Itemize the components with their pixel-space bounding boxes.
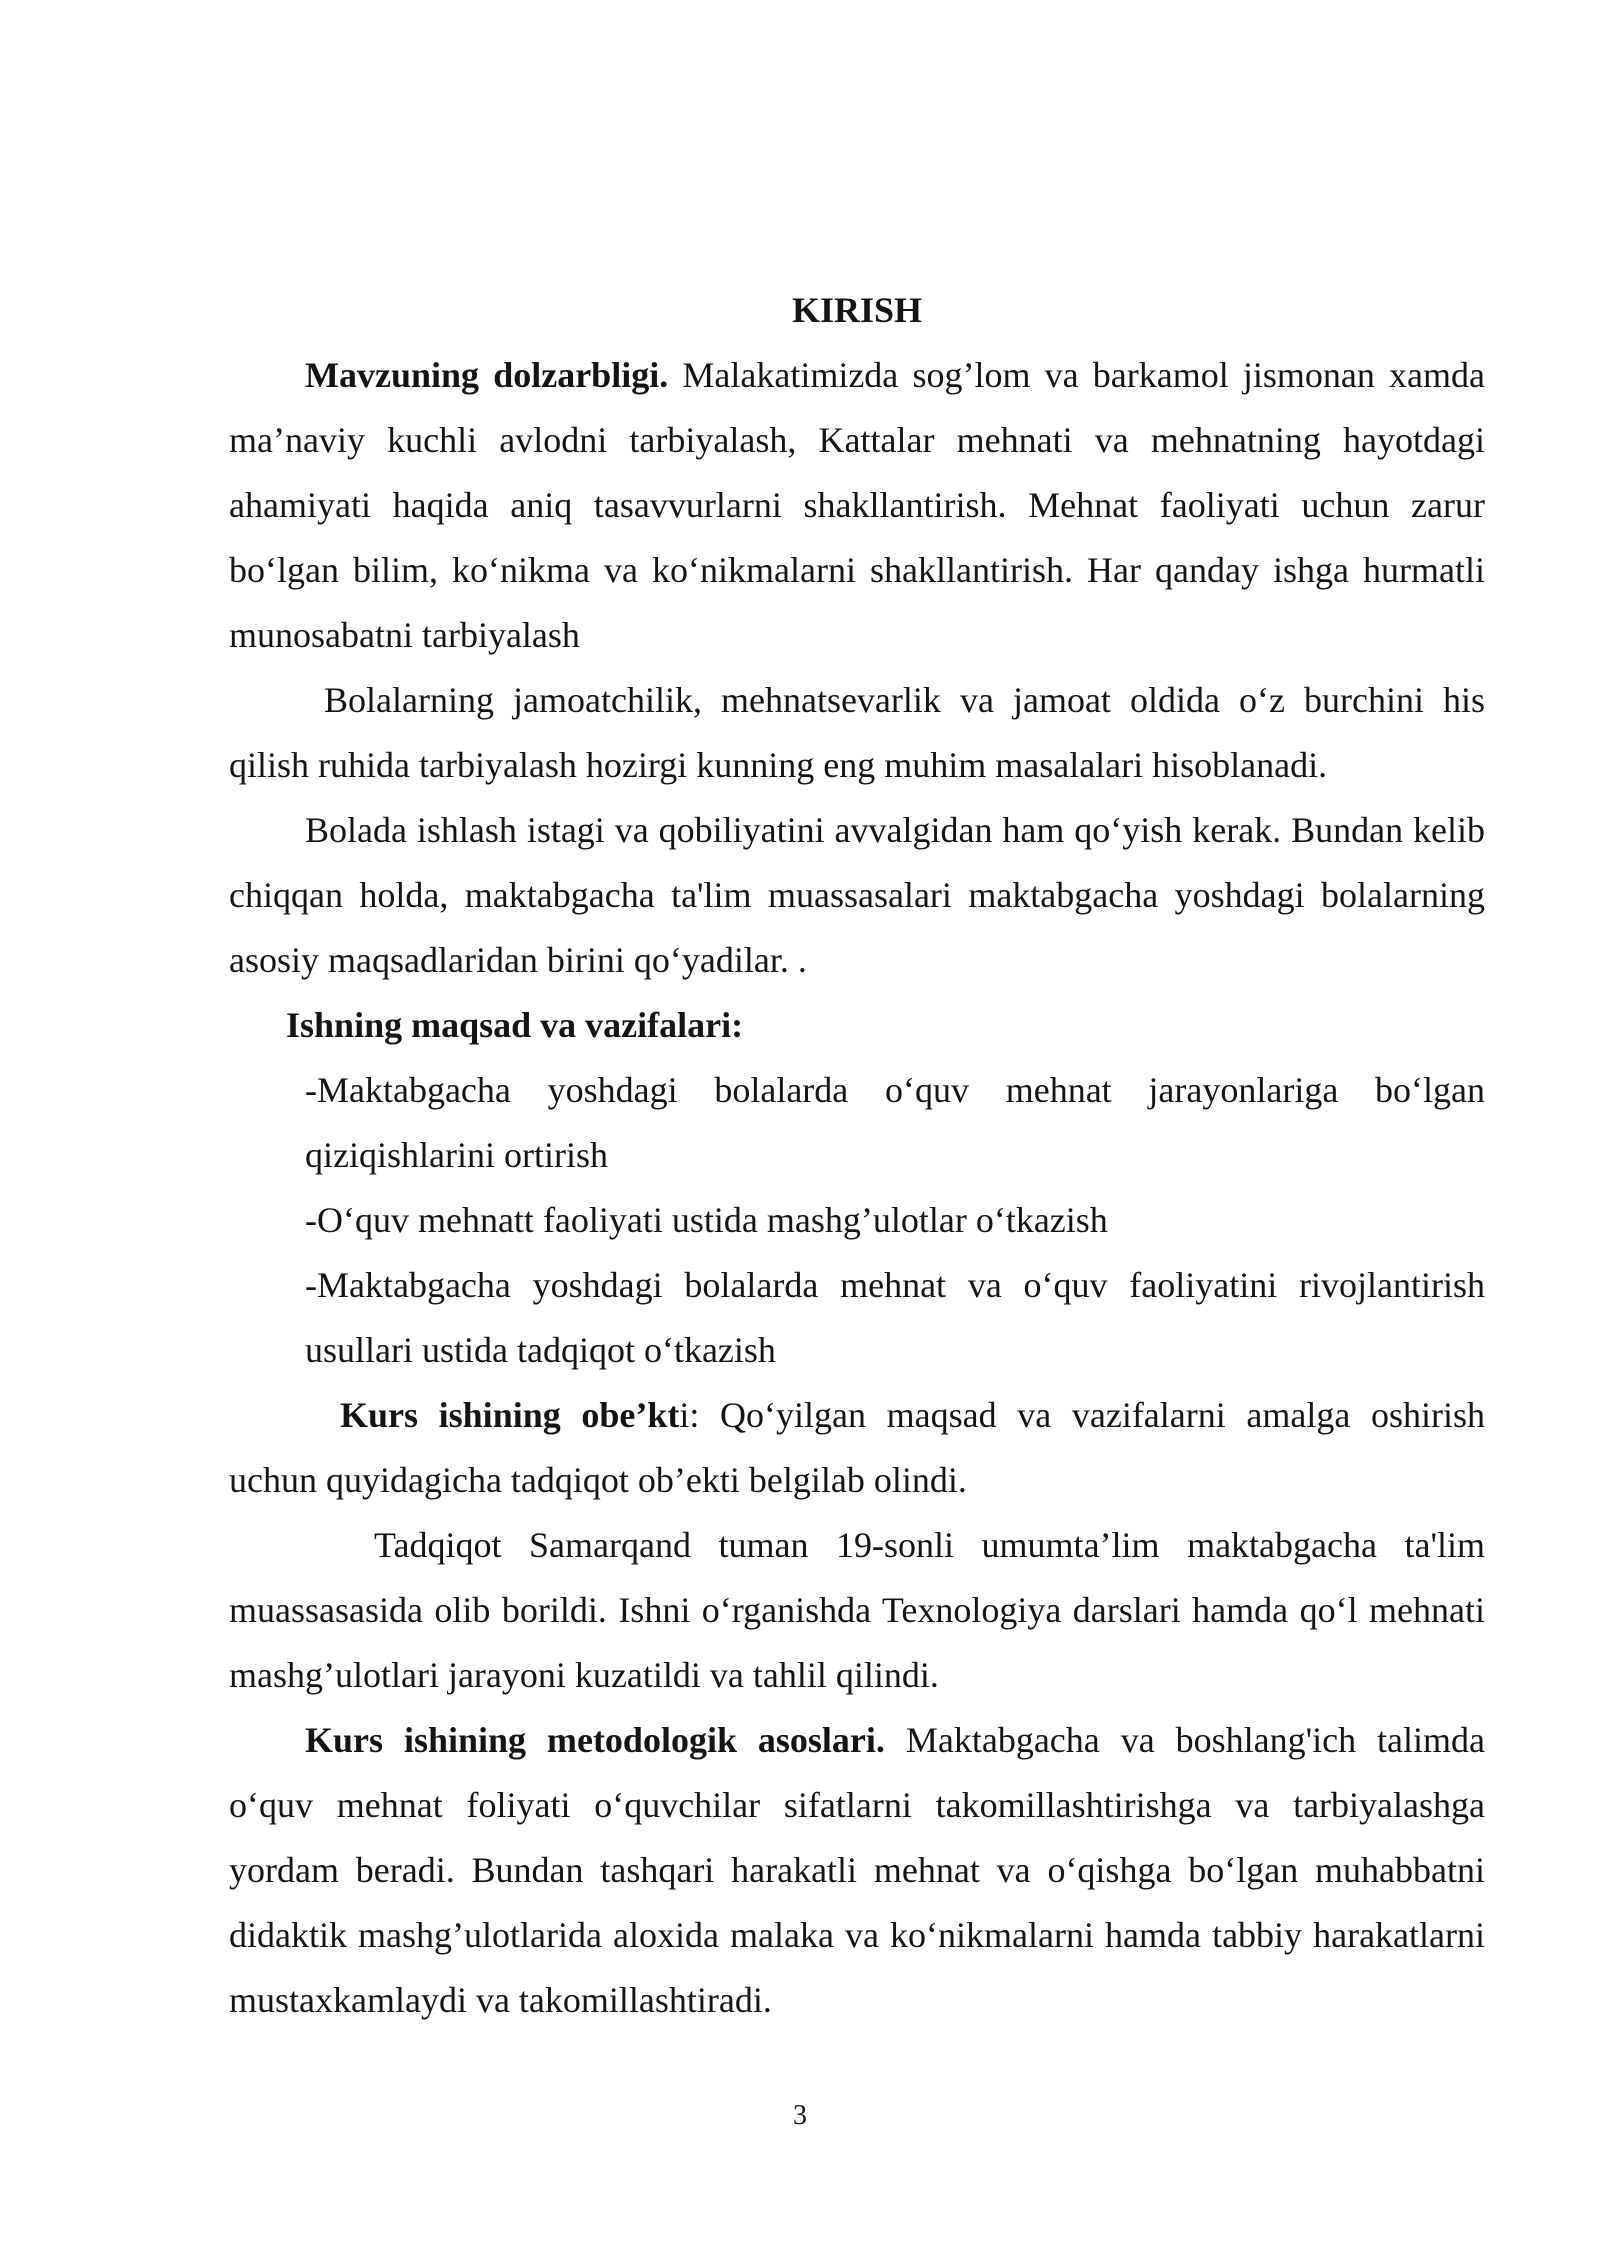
document-page bbox=[229, 278, 1485, 2033]
paragraph-object bbox=[229, 1383, 1485, 1513]
goal-item: -Maktabgacha yoshdagi bolalarda o‘quv mehnat jarayonlariga bo‘lgan qiziqishlarini ortirish bbox=[305, 1070, 1485, 1175]
paragraph-relevance bbox=[229, 343, 1485, 668]
relevance-text: Malakatimizda sog’lom va barkamol jismonan xamda ma’naviy kuchli avlodni tarbiyalash, Kattalar mehnati va mehnatning hayotdagi ahamiyati haqida aniq tasavvurlarni shakllantirish. Mehnat faoliyati uchun zarur bo‘lgan bilim, ko‘nikma va ko‘nikmalarni shakllantirish. Har qanday ishga hurmatli munosabatni tarbiyalash bbox=[229, 355, 1486, 655]
page-title: KIRISH bbox=[791, 290, 923, 330]
object-lead: Kurs ishining obe’kt bbox=[340, 1395, 680, 1435]
object-text: i: Qo‘yilgan maqsad va vazifalarni amalga oshirish uchun quyidagicha tadqiqot ob’ekti belgilab olindi. bbox=[229, 1395, 1485, 1500]
paragraph-research: Tadqiqot Samarqand tuman 19-sonli umumta’lim maktabgacha ta'lim muassasasida olib borildi. Ishni o‘rganishda Texnologiya darslari hamda qo‘l mehnati mashg’ulotlari jarayoni kuzatildi va tahlil qilindi. bbox=[229, 1525, 1485, 1695]
goals-heading: Ishning maqsad va vazifalari: bbox=[286, 1005, 744, 1045]
goal-item: -O‘quv mehnatt faoliyati ustida mashg’ulotlar o‘tkazish bbox=[305, 1200, 1108, 1240]
paragraph-upbringing: Bolalarning jamoatchilik, mehnatsevarlik va jamoat oldida o‘z burchini his qilish ruhida tarbiyalash hozirgi kunning eng muhim masalalari hisoblanadi. bbox=[229, 680, 1485, 785]
page-number: 3 bbox=[793, 2100, 807, 2131]
relevance-lead: Mavzuning dolzarbligi. bbox=[305, 355, 669, 395]
methodology-lead: Kurs ishining metodologik asoslari. bbox=[305, 1720, 885, 1760]
methodology-text: Maktabgacha va boshlang'ich talimda o‘quv mehnat foliyati o‘quvchilar sifatlarni takomillashtirishga va tarbiyalashga yordam beradi. Bundan tashqari harakatli mehnat va o‘qishga bo‘lgan muhabbatni didaktik mashg’ulotlarida aloxida malaka va ko‘nikmalarni hamda tabbiy harakatlarni mustaxkamlaydi va takomillashtiradi. bbox=[229, 1720, 1485, 2020]
goal-item: -Maktabgacha yoshdagi bolalarda mehnat va o‘quv faoliyatini rivojlantirish usullari ustida tadqiqot o‘tkazish bbox=[305, 1265, 1485, 1370]
paragraph-methodology bbox=[229, 1708, 1485, 2033]
paragraph-desire: Bolada ishlash istagi va qobiliyatini avvalgidan ham qo‘yish kerak. Bundan kelib chiqqan holda, maktabgacha ta'lim muassasalari maktabgacha yoshdagi bolalarning asosiy maqsadlaridan birini qo‘yadilar. . bbox=[229, 810, 1485, 980]
